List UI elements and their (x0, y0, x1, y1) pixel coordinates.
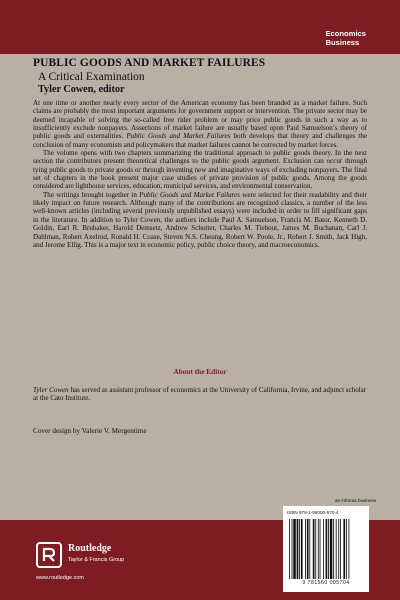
description-paragraph-2: The volume opens with two chapters summarizing the traditional approach to public goods theory. In the next section the contributors present theoretical challenges to the public goods argument. Exclusion can occur through tying public goods to private goods or through inventing new and imaginative ways of excluding nonpayers. The final set of chapters in the book present major case studies of private provision of public goods. Among the goods considered are lighthouse services, education, municipal services, and environmental conservation. (33, 149, 367, 191)
description-paragraph-1 (33, 99, 367, 149)
description-book-title: Public Goods and Market Failures (139, 190, 240, 199)
subject-business: Business (325, 38, 360, 47)
informa-tagline: an informa business (335, 498, 377, 503)
subject-category (325, 29, 366, 47)
barcode-panel (283, 506, 369, 592)
about-editor-heading: About the Editor (173, 367, 227, 376)
description-book-title: Public Goods and Market Failures (126, 132, 231, 141)
description-paragraph-3 (33, 191, 367, 249)
cover-design-credit: Cover design by Valerie V. Mergentime (33, 427, 147, 435)
book-editor: Tyler Cowen, editor (38, 84, 125, 95)
description-text: At one time or another nearly every sector of the American economy has been branded as a market failure. Such claims are probably the most important arguments for government support or intervention. The private sector may be deemed incapable of solving the so-called free rider problem or may price public goods in such a way as to insufficiently exclude nonpayers. Assertions of market failure are usually based upon Paul Samuelson’s theory of public goods and externalities. (33, 99, 367, 141)
top-banner (0, 0, 400, 54)
description (33, 99, 367, 249)
subject-economics: Economics (325, 29, 366, 38)
publisher-website: www.routledge.com (36, 575, 84, 581)
routledge-logo-icon (36, 542, 62, 568)
barcode-icon (289, 519, 363, 579)
description-text: The writings brought together in (43, 190, 140, 199)
description-text: were selected for their readability and their likely impact on future research. Although many of the contributions are recognized classics, a number of the less well-known articles (including several previously unpublished essays) were included in order to fill significant gaps in the literature. In addition to Tyler Cowen, the authors include Paul A. Samuelson, Francis M. Bator, Kenneth D. Goldin, Earl R. Brubaker, Harold Demsetz, Andrew Schotter, Charles M. Tiebout, James M. Buchanan, Carl J. Dahlman, Robert Axelrod, Ronald H. Coase, Steven N.S. Cheung, Robert W. Poole, Jr., Robert J. Smith, Jack High, and Jerome Ellig. This is a major text in economic policy, public choice theory, and macroeconomics. (33, 190, 368, 249)
editor-name: Tyler Cowen (33, 386, 69, 394)
book-subtitle: A Critical Examination (38, 71, 145, 83)
barcode-number: 9 781560 005704 (302, 580, 350, 586)
book-title: PUBLIC GOODS AND MARKET FAILURES (33, 57, 266, 69)
isbn-label: ISBN 978-1-56000-570-4 (287, 510, 339, 515)
editor-bio-text: has served as assistant professor of economics at the University of California, Irvine, and adjunct scholar at the Cato Institute. (33, 386, 367, 403)
description-text: both develops that theory and challenges the conclusion of many economists and policymakers that market failures cannot be corrected by market forces. (33, 132, 367, 149)
editor-bio (33, 386, 367, 403)
publisher-group: Taylor & Francis Group (68, 557, 125, 563)
publisher-name: Routledge (68, 543, 112, 554)
